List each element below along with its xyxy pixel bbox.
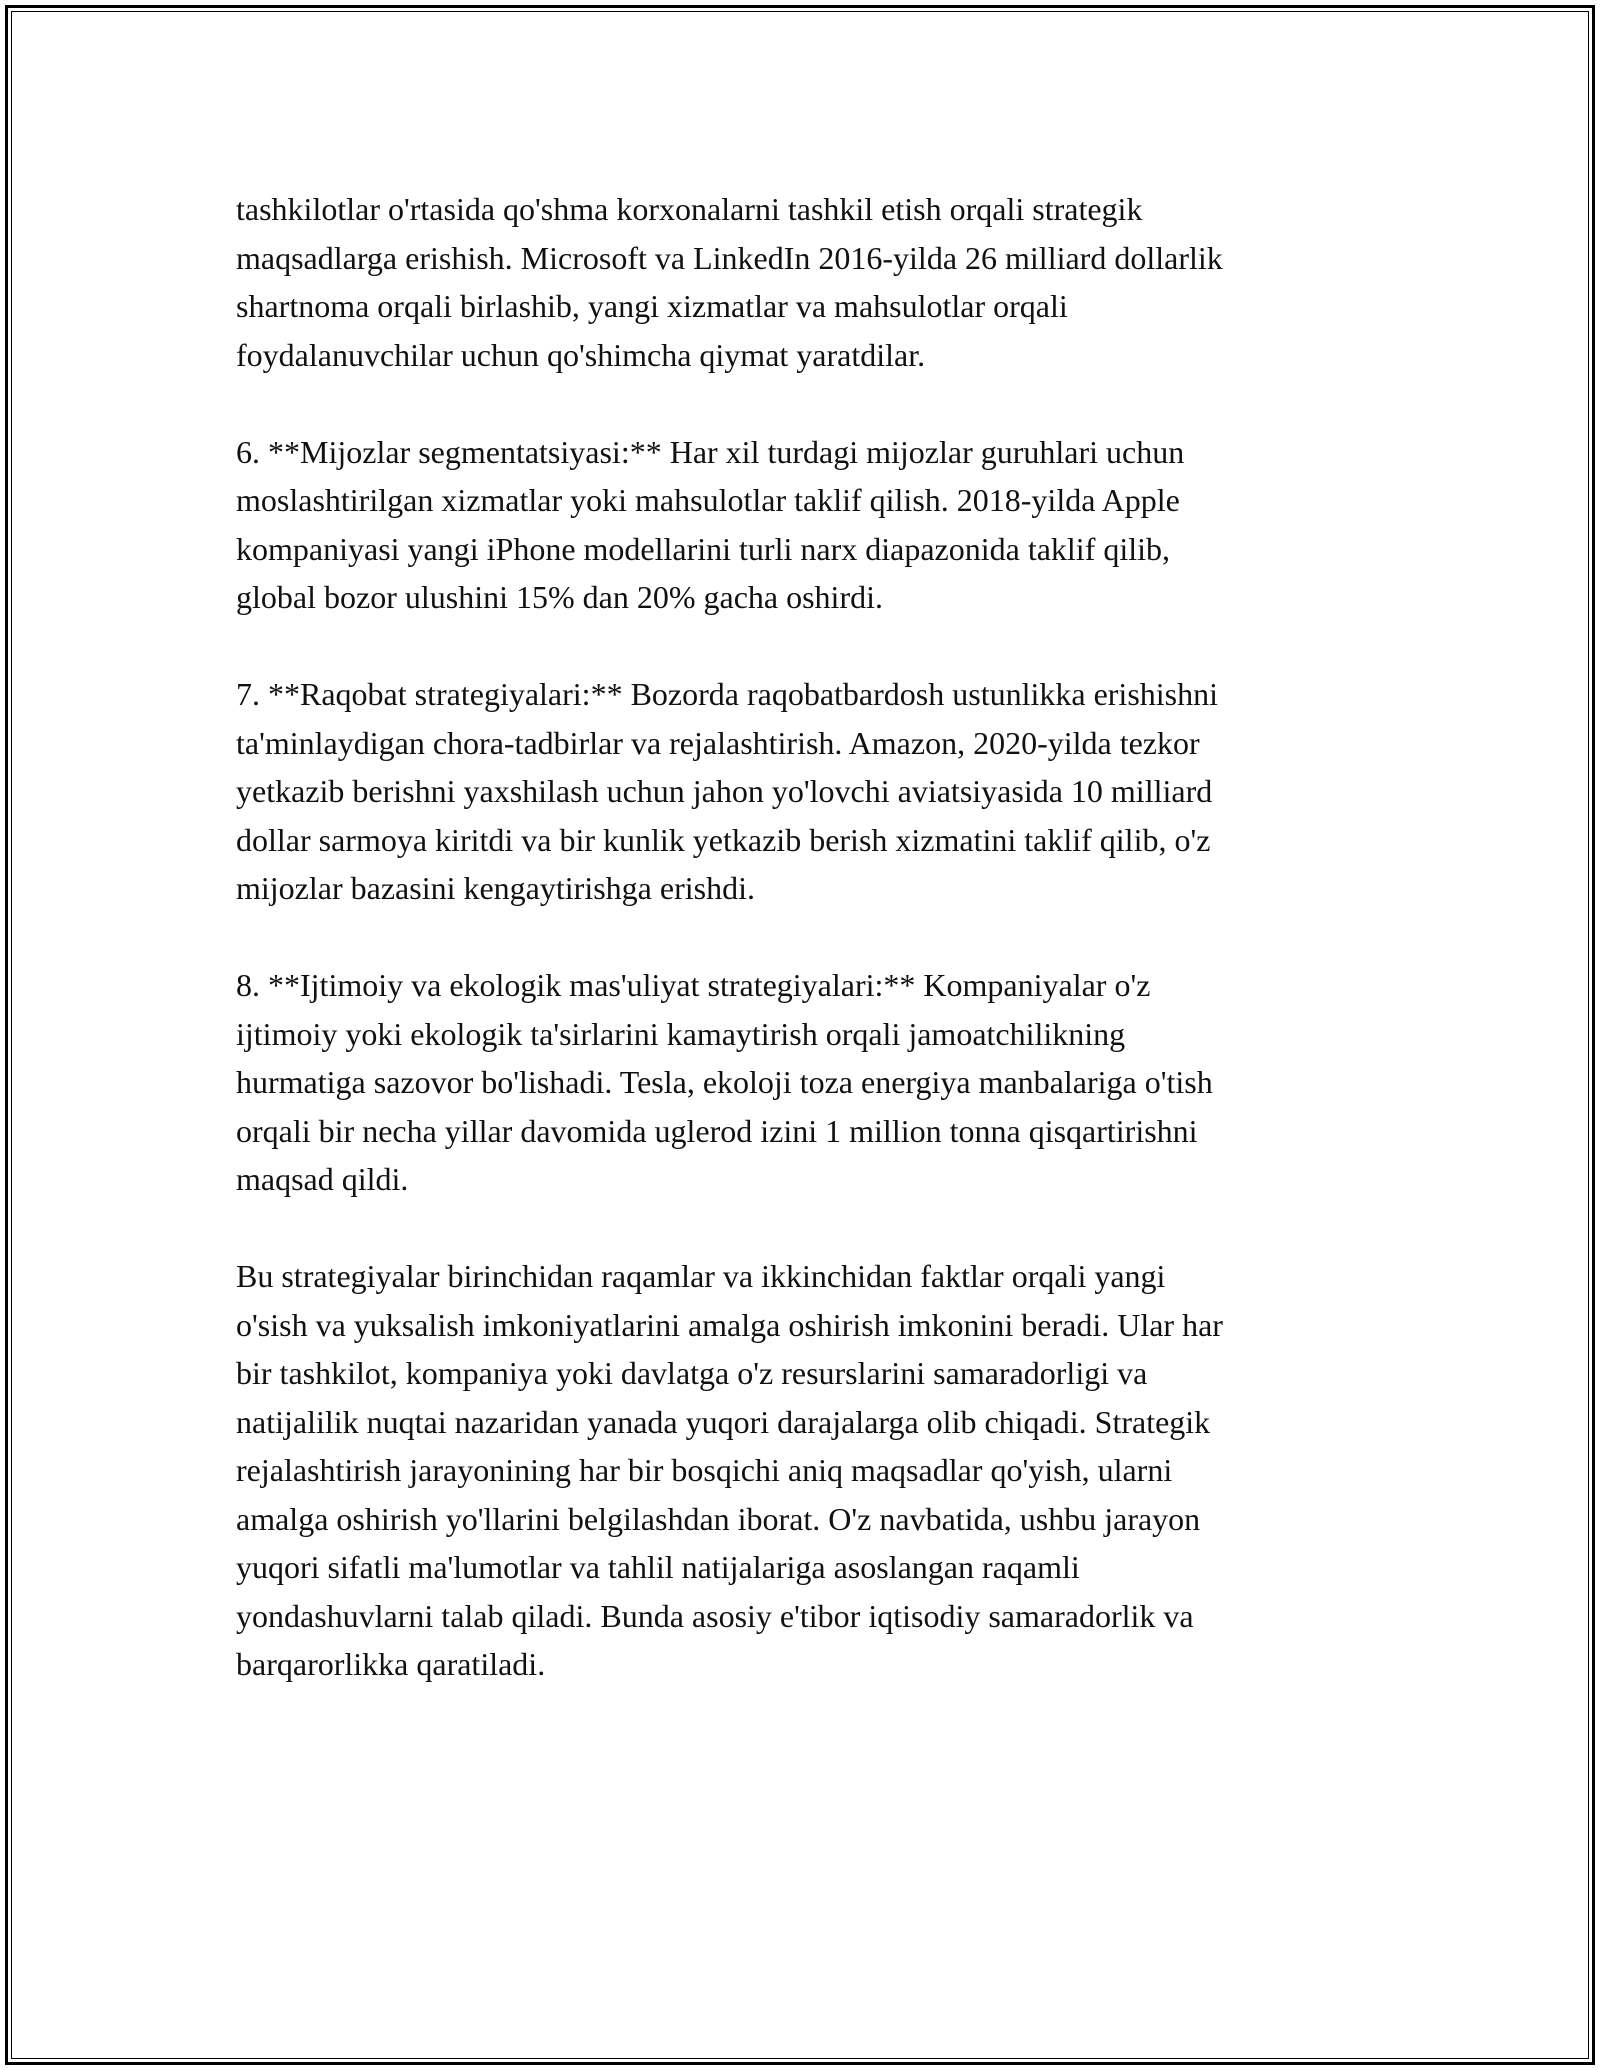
document-body	[236, 185, 1386, 1689]
paragraph-joint-ventures: tashkilotlar o'rtasida qo'shma korxonalarni tashkil etish orqali strategik maqsadlarga erishish. Microsoft va LinkedIn 2016-yilda 26 milliard dollarlik shartnoma orqali birlashib, yangi xizmatlar va mahsulotlar orqali foydalanuvchilar uchun qo'shimcha qiymat yaratdilar.	[236, 191, 1223, 373]
paragraph-conclusion: Bu strategiyalar birinchidan raqamlar va ikkinchidan faktlar orqali yangi o'sish va yuksalish imkoniyatlarini amalga oshirish imkonini beradi. Ular har bir tashkilot, kompaniya yoki davlatga o'z resurslarini samaradorligi va natijalilik nuqtai nazaridan yanada yuqori darajalarga olib chiqadi. Strategik rejalashtirish jarayonining har bir bosqichi aniq maqsadlar qo'yish, ularni amalga oshirish yo'llarini belgilashdan iborat. O'z navbatida, ushbu jarayon yuqori sifatli ma'lumotlar va tahlil natijalariga asoslangan raqamli yondashuvlarni talab qiladi. Bunda asosiy e'tibor iqtisodiy samaradorlik va barqarorlikka qaratiladi.	[236, 1258, 1223, 1682]
paragraph-customer-segmentation: 6. **Mijozlar segmentatsiyasi:** Har xil turdagi mijozlar guruhlari uchun moslashtirilgan xizmatlar yoki mahsulotlar taklif qilish. 2018-yilda Apple kompaniyasi yangi iPhone modellarini turli narx diapazonida taklif qilib, global bozor ulushini 15% dan 20% gacha oshirdi.	[236, 433, 1185, 615]
paragraph-competition-strategies: 7. **Raqobat strategiyalari:** Bozorda raqobatbardosh ustunlikka erishishni ta'minlaydigan chora-tadbirlar va rejalashtirish. Amazon, 2020-yilda tezkor yetkazib berishni yaxshilash uchun jahon yo'lovchi aviatsiyasida 10 milliard dollar sarmoya kiritdi va bir kunlik yetkazib berish xizmatini taklif qilib, o'z mijozlar bazasini kengaytirishga erishdi.	[236, 676, 1218, 906]
paragraph-social-ecological-responsibility: 8. **Ijtimoiy va ekologik mas'uliyat strategiyalari:** Kompaniyalar o'z ijtimoiy yoki ekologik ta'sirlarini kamaytirish orqali jamoatchilikning hurmatiga sazovor bo'lishadi. Tesla, ekoloji toza energiya manbalariga o'tish orqali bir necha yillar davomida uglerod izini 1 million tonna qisqartirishni maqsad qildi.	[236, 967, 1213, 1197]
